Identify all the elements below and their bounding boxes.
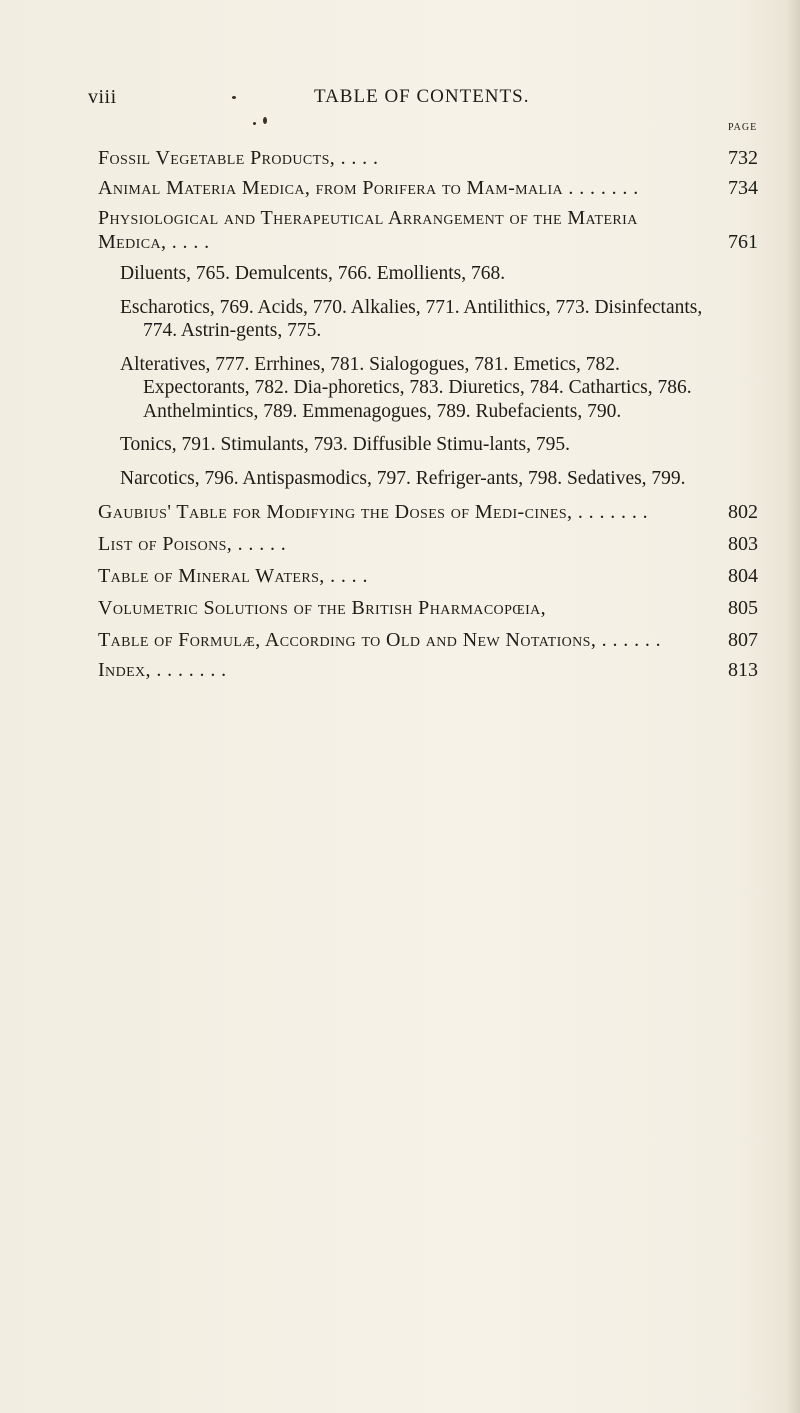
- toc-entry-table-of-formulae: [98, 628, 758, 652]
- ink-speck: [253, 122, 256, 125]
- ink-speck: [263, 117, 267, 124]
- page-title: TABLE OF CONTENTS.: [314, 86, 530, 107]
- toc-entry-text: List of Poisons, . . . . .: [98, 533, 287, 555]
- table-of-contents: [98, 146, 758, 682]
- toc-subentry: Escharotics, 769. Acids, 770. Alkalies, 771. Antilithics, 773. Disinfectants, 774. Astrin-gents, 775.: [120, 296, 703, 341]
- page-number: viii: [88, 86, 117, 108]
- toc-entry-text: Table of Formulæ, According to Old and New Notations, . . . . . .: [98, 629, 662, 651]
- toc-entry-text: Physiological and Therapeutical Arrangement of the Materia Medica, . . . .: [98, 207, 638, 253]
- toc-entry-page: 803: [728, 533, 758, 555]
- toc-subentry: Alteratives, 777. Errhines, 781. Sialogogues, 781. Emetics, 782. Expectorants, 782. Dia-phoretics, 783. Diuretics, 784. Cathartics, 786. Anthelmintics, 789. Emmenagogues, 789. Rubefacients, 790.: [120, 353, 692, 422]
- toc-entry-text: Table of Mineral Waters, . . . .: [98, 565, 368, 587]
- toc-entry-page: 732: [728, 147, 758, 169]
- toc-subentry: Narcotics, 796. Antispasmodics, 797. Refriger-ants, 798. Sedatives, 799.: [120, 467, 686, 489]
- toc-entry-volumetric-solutions: [98, 596, 758, 620]
- page-column-label: PAGE: [728, 122, 758, 133]
- toc-entry-text: Animal Materia Medica, from Porifera to Mam-malia . . . . . . .: [98, 177, 639, 199]
- toc-subentry: Diluents, 765. Demulcents, 766. Emollients, 768.: [120, 263, 506, 284]
- toc-entry-mineral-waters: [98, 564, 758, 588]
- page-edge-shadow: [786, 0, 800, 1413]
- toc-entry-physiological-arrangement: [98, 206, 758, 254]
- toc-entry-fossil-vegetable: [98, 146, 758, 170]
- toc-entry-gaubius-table: [98, 500, 758, 524]
- running-head: [88, 86, 748, 110]
- toc-subentry: Tonics, 791. Stimulants, 793. Diffusible Stimu-lants, 795.: [120, 434, 571, 455]
- toc-entry-page: 734: [728, 177, 758, 199]
- toc-entry-animal-materia-medica: [98, 176, 758, 200]
- toc-entry-page: 761: [728, 231, 758, 253]
- toc-entry-list-of-poisons: [98, 532, 758, 556]
- toc-entry-index: [98, 658, 758, 682]
- toc-entry-text: Volumetric Solutions of the British Pharmacopœia,: [98, 597, 547, 619]
- toc-entry-page: 802: [728, 501, 758, 523]
- toc-entry-text: Index, . . . . . . .: [98, 659, 227, 681]
- toc-entry-text: Fossil Vegetable Products, . . . .: [98, 147, 379, 169]
- toc-entry-page: 807: [728, 629, 758, 651]
- toc-entry-page: 813: [728, 659, 758, 681]
- toc-entry-text: Gaubius' Table for Modifying the Doses of Medi-cines, . . . . . . .: [98, 501, 649, 523]
- toc-entry-page: 805: [728, 597, 758, 619]
- toc-entry-page: 804: [728, 565, 758, 587]
